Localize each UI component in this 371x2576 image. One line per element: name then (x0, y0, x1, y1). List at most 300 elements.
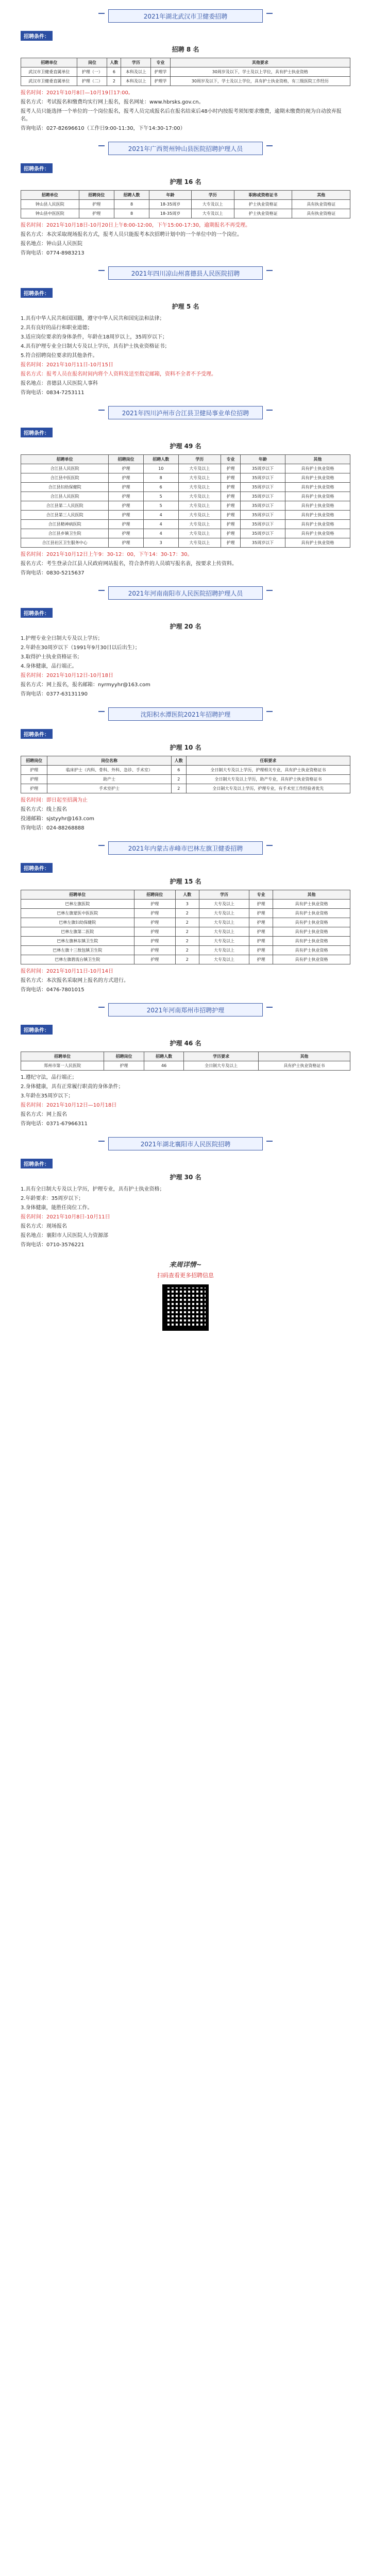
table-cell: 护理 (134, 900, 175, 909)
section-paragraph: 咨询电话：0371-67966311 (21, 1121, 88, 1127)
table-cell: 巴林左旗林东镇卫生院 (21, 937, 134, 946)
section-banner: 2021年内蒙古赤峰市巴林左旗卫健委招聘 (108, 841, 263, 855)
table-cell: 30周岁及以下，学士及以上学位，具有护士执业资格，有三级医院工作经历 (170, 77, 350, 86)
table-cell: 具有执业资格证 (292, 209, 350, 218)
table-cell: 护理 (109, 520, 144, 529)
table-header: 招聘人数 (114, 191, 149, 200)
table-cell: 巴林左旗第二医院 (21, 927, 134, 937)
table-cell: 护理 (134, 937, 175, 946)
table-cell: 2 (175, 946, 199, 955)
table-cell: 郑州市第一人民医院 (21, 1061, 104, 1071)
section-paragraph: 报名方式：本次采取现场报名方式，报考人员只能报考本次招聘计划中的一个单位中的一个岗位。 (21, 232, 242, 238)
table-header: 专业 (249, 890, 273, 900)
table-cell: 具有护士执业资格 (273, 946, 350, 955)
table-cell: 护理学 (151, 67, 170, 77)
page-root (0, 9, 371, 1331)
section-paragraph: 5.符合招聘岗位要求的其他条件。 (21, 353, 98, 359)
section-paragraph: 2.身体健康，具有正常履行职责的身体条件； (21, 1084, 124, 1090)
table-header: 人数 (107, 58, 121, 67)
table-header: 岗位 (77, 58, 107, 67)
section-paragraph: 报名方式：网上报名 (21, 1112, 67, 1117)
table-header: 其他 (292, 191, 350, 200)
table-cell: 护理 (109, 473, 144, 483)
table-header: 招聘岗位 (79, 191, 114, 200)
table-cell: 武汉市卫健委直属单位 (21, 67, 77, 77)
section-paragraph: 1.护理专业全日制大专及以上学历； (21, 636, 103, 641)
table-cell: 本科及以上 (121, 67, 151, 77)
table-cell: 5 (143, 501, 178, 511)
table-cell: 具有护士执业资格 (273, 937, 350, 946)
table-cell: 护士执业资格证 (234, 209, 292, 218)
section-paragraph: 2.年龄要求：35周岁以下； (21, 1196, 84, 1201)
table-row (21, 501, 350, 511)
table-header: 其他 (285, 455, 350, 464)
page-footer (21, 1259, 350, 1331)
table-row (21, 67, 350, 77)
table-row (21, 520, 350, 529)
table-cell: 护理 (249, 955, 273, 964)
table-row (21, 209, 350, 218)
recruit-table (21, 190, 350, 218)
table-cell: 护理 (249, 946, 273, 955)
table-cell: 合江县乡镇卫生院 (21, 529, 109, 538)
table-cell: 大专及以上 (178, 538, 221, 548)
table-cell: 大专及以上 (178, 464, 221, 473)
table-header: 岗位名称 (47, 756, 171, 766)
table-cell: 3 (143, 538, 178, 548)
section-paragraph: 咨询电话：0476-7801015 (21, 987, 85, 993)
section-paragraph: 报名时间：2021年10月18日-10月20日上午8:00-12:00，下午15:00-17:30，逾期报名不再受理。 (21, 223, 251, 228)
section-label: 招聘条件： (21, 608, 53, 618)
table-row (21, 1061, 350, 1071)
table-cell: 护理 (249, 918, 273, 927)
table-cell: 全日制大专及以上学历，护理专业，有手术室工作经验者优先 (186, 784, 350, 793)
job-section (21, 586, 350, 698)
section-paragraph: 3.身体健康，能胜任岗位工作。 (21, 1205, 93, 1211)
table-cell: 巴林左旗妇幼保健院 (21, 918, 134, 927)
table-cell: 2 (171, 775, 186, 784)
table-header: 招聘单位 (21, 455, 109, 464)
table-cell: 大专及以上 (178, 483, 221, 492)
table-cell: 巴林左旗十三敖包镇卫生院 (21, 946, 134, 955)
table-cell: 大专及以上 (178, 492, 221, 501)
table-row (21, 529, 350, 538)
table-cell: 35周岁以下 (241, 538, 285, 548)
scan-hint-text: 扫码查看更多招聘信息 (157, 1272, 214, 1279)
table-header: 招聘单位 (21, 1052, 104, 1061)
table-cell: 具有护士执业资格 (285, 529, 350, 538)
table-header: 招聘岗位 (104, 1052, 144, 1061)
table-cell: 合江县第三人民医院 (21, 511, 109, 520)
section-paragraph: 3.取得护士执业资格证书； (21, 654, 82, 660)
table-cell: 护理 (221, 492, 240, 501)
job-section (21, 406, 350, 577)
section-headline: 护理 20 名 (170, 623, 201, 630)
table-cell: 具有护士执业资格 (273, 900, 350, 909)
table-cell: 护理 (221, 538, 240, 548)
section-headline: 护理 15 名 (170, 878, 201, 885)
table-cell: 钟山县中医医院 (21, 209, 79, 218)
table-cell: 30周岁及以下，学士及以上学位，具有护士执业资格 (170, 67, 350, 77)
table-cell: 护理 (249, 937, 273, 946)
table-row (21, 538, 350, 548)
table-row (21, 766, 350, 775)
section-paragraph: 报名时间：2021年10月8日—10月19日17:00。 (21, 90, 133, 96)
section-paragraph: 1.具有中华人民共和国国籍，遵守中华人民共和国宪法和法律； (21, 316, 165, 321)
section-paragraph: 报名方式：网上报名，报名邮箱：nyrmyyhr@163.com (21, 682, 150, 688)
table-cell: 5 (143, 492, 178, 501)
table-cell: 护理 (21, 775, 47, 784)
table-cell: 护理 (134, 927, 175, 937)
section-paragraph: 2.具有良好的品行和职业道德； (21, 325, 93, 331)
table-cell: 2 (175, 909, 199, 918)
table-cell: 35周岁以下 (241, 464, 285, 473)
table-cell: 8 (114, 200, 149, 209)
table-cell: 8 (143, 473, 178, 483)
job-section (21, 142, 350, 257)
table-cell: 护理（二） (77, 77, 107, 86)
section-paragraph: 报名方式：报考人员在报名时间内将个人资料发送至指定邮箱，资料不全者不予受理。 (21, 371, 216, 377)
section-paragraph: 咨询电话：0834-7253111 (21, 390, 85, 396)
table-header: 专业 (221, 455, 240, 464)
table-cell: 具有护士执业资格 (285, 501, 350, 511)
table-header: 人数 (175, 890, 199, 900)
table-cell: 护理学 (151, 77, 170, 86)
section-label: 招聘条件： (21, 863, 53, 873)
table-row (21, 946, 350, 955)
section-banner: 2021年湖北襄阳市人民医院招聘 (108, 1137, 263, 1150)
section-banner: 2021年四川泸州市合江县卫健局事业单位招聘 (108, 406, 263, 419)
table-cell: 18-35周岁 (149, 209, 192, 218)
section-banner: 2021年湖北武汉市卫健委招聘 (108, 9, 263, 23)
table-row (21, 77, 350, 86)
table-cell: 护理 (134, 918, 175, 927)
table-cell: 具有护士执业资格 (273, 909, 350, 918)
table-cell: 6 (143, 483, 178, 492)
table-cell: 护理 (221, 483, 240, 492)
table-row (21, 473, 350, 483)
section-banner: 2021年广西贺州钟山县医院招聘护理人员 (108, 142, 263, 155)
table-cell: 35周岁以下 (241, 520, 285, 529)
section-paragraph: 报名时间：2021年10月11日-10月15日 (21, 362, 113, 368)
table-cell: 护理 (109, 529, 144, 538)
table-cell: 2 (171, 784, 186, 793)
section-paragraph: 报名地点：喜德县人民医院人事科 (21, 381, 98, 386)
recruit-table (21, 1052, 350, 1071)
table-cell: 巴林左旗碧流台镇卫生院 (21, 955, 134, 964)
table-cell: 大专及以上 (199, 946, 249, 955)
recruit-table (21, 890, 350, 964)
table-cell: 合江县精神病医院 (21, 520, 109, 529)
table-cell: 护理 (79, 200, 114, 209)
table-cell: 护理 (249, 900, 273, 909)
table-cell: 6 (107, 67, 121, 77)
table-cell: 4 (143, 511, 178, 520)
section-paragraph: 3.年龄在35周岁以下； (21, 1093, 74, 1099)
table-cell: 具有执业资格证 (292, 200, 350, 209)
table-cell: 2 (107, 77, 121, 86)
table-header: 招聘单位 (21, 191, 79, 200)
section-headline: 招聘 8 名 (172, 46, 199, 53)
section-banner: 沈阳积水潭医院2021年招聘护理 (108, 707, 263, 721)
table-cell: 护理 (134, 909, 175, 918)
table-header: 招聘单位 (21, 58, 77, 67)
table-cell: 手术室护士 (47, 784, 171, 793)
section-label: 招聘条件： (21, 31, 53, 41)
table-cell: 35周岁以下 (241, 492, 285, 501)
table-cell: 具有护士执业资格证书 (258, 1061, 350, 1071)
section-paragraph: 咨询电话：0377-63131190 (21, 691, 88, 697)
table-cell: 大专及以上 (199, 900, 249, 909)
table-cell: 具有护士执业资格 (285, 483, 350, 492)
recruit-table (21, 454, 350, 548)
table-cell: 护理 (221, 473, 240, 483)
table-cell: 护理 (109, 492, 144, 501)
qr-code-icon[interactable] (162, 1284, 209, 1331)
table-header: 学历要求 (184, 1052, 259, 1061)
table-row (21, 200, 350, 209)
table-cell: 大专及以上 (199, 955, 249, 964)
table-cell: 合江县中医医院 (21, 473, 109, 483)
table-cell: 护理 (109, 511, 144, 520)
table-cell: 35周岁以下 (241, 501, 285, 511)
table-row (21, 927, 350, 937)
section-paragraph: 报考人员只能选择一个单位的一个岗位报名，报考人员完成报名后在报名结束后48小时内按报考须知要求缴费，逾期未缴费的视为自动放弃报名。 (21, 109, 342, 122)
table-cell: 钟山县人民医院 (21, 200, 79, 209)
table-cell: 护理 (221, 511, 240, 520)
table-cell: 全日制大专及以上学历，护理相关专业，具有护士执业资格证书 (186, 766, 350, 775)
job-section (21, 841, 350, 994)
section-headline: 护理 30 名 (170, 1174, 201, 1181)
table-cell: 具有护士执业资格 (273, 927, 350, 937)
job-section (21, 707, 350, 832)
table-cell: 护理 (21, 766, 47, 775)
table-cell: 全日制大专及以上学历，助产专业，具有护士执业资格证书 (186, 775, 350, 784)
table-cell: 2 (175, 918, 199, 927)
table-cell: 护理 (109, 464, 144, 473)
table-header: 学历 (121, 58, 151, 67)
table-cell: 护理 (221, 520, 240, 529)
table-header: 其他 (258, 1052, 350, 1061)
section-paragraph: 咨询电话：027-82696610（工作日9:00-11:30，下午14:30-17:00） (21, 126, 185, 131)
table-cell: 35周岁以下 (241, 473, 285, 483)
table-header: 招聘单位 (21, 890, 134, 900)
table-cell: 6 (171, 766, 186, 775)
section-label: 招聘条件： (21, 1159, 53, 1168)
table-cell: 4 (143, 529, 178, 538)
section-label: 招聘条件： (21, 428, 53, 437)
section-banner: 2021年河南郑州市招聘护理 (108, 1003, 263, 1016)
table-cell: 护理 (249, 909, 273, 918)
table-cell: 4 (143, 520, 178, 529)
section-paragraph: 报名地点：襄阳市人民医院人力资源部 (21, 1233, 108, 1239)
table-cell: 大专及以上 (178, 501, 221, 511)
table-cell: 大专及以上 (178, 529, 221, 538)
table-cell: 武汉市卫健委直属单位 (21, 77, 77, 86)
table-header: 招聘岗位 (21, 756, 47, 766)
section-paragraph: 报名方式：线上报名 (21, 807, 67, 812)
job-section (21, 1003, 350, 1128)
table-row (21, 464, 350, 473)
table-header: 年龄 (241, 455, 285, 464)
section-paragraph: 报名时间：2021年10月12日—10月18日 (21, 1103, 117, 1108)
table-cell: 护士执业资格证 (234, 200, 292, 209)
table-header: 招聘人数 (144, 1052, 184, 1061)
job-section (21, 9, 350, 132)
table-cell: 合江县人民医院 (21, 492, 109, 501)
section-paragraph: 1.具有全日制大专及以上学历，护理专业，具有护士执业资格； (21, 1187, 165, 1192)
table-cell: 本科及以上 (121, 77, 151, 86)
table-row (21, 483, 350, 492)
table-cell: 大专及以上 (199, 927, 249, 937)
table-row (21, 775, 350, 784)
section-headline: 护理 49 名 (170, 443, 201, 450)
table-cell: 3 (175, 900, 199, 909)
table-cell: 大专及以上 (191, 200, 234, 209)
table-header: 招聘岗位 (134, 890, 175, 900)
table-cell: 护理 (249, 927, 273, 937)
table-row (21, 955, 350, 964)
recruit-table (21, 756, 350, 793)
table-cell: 10 (143, 464, 178, 473)
table-cell: 2 (175, 937, 199, 946)
section-paragraph: 报名时间：即日起至招满为止 (21, 798, 88, 803)
table-cell: 护理 (104, 1061, 144, 1071)
section-headline: 护理 5 名 (172, 303, 199, 310)
section-paragraph: 报名方式：现场报名 (21, 1224, 67, 1229)
table-cell: 具有护士执业资格 (273, 955, 350, 964)
section-headline: 护理 46 名 (170, 1040, 201, 1047)
recruit-table (21, 58, 350, 86)
table-cell: 具有护士执业资格 (285, 520, 350, 529)
table-row (21, 909, 350, 918)
table-cell: 护理 (109, 483, 144, 492)
section-paragraph: 2.年龄在30周岁以下（1991年9月30日以后出生）； (21, 645, 140, 651)
section-label: 招聘条件： (21, 729, 53, 739)
table-row (21, 492, 350, 501)
table-cell: 大专及以上 (191, 209, 234, 218)
table-cell: 护理 (221, 529, 240, 538)
section-headline: 护理 10 名 (170, 744, 201, 751)
table-header: 学历 (191, 191, 234, 200)
table-row (21, 900, 350, 909)
job-section (21, 266, 350, 397)
table-cell: 2 (175, 955, 199, 964)
table-cell: 大专及以上 (199, 909, 249, 918)
section-paragraph: 4.具有护理专业全日制大专及以上学历，具有护士执业资格证书； (21, 344, 170, 349)
table-header: 专业 (151, 58, 170, 67)
section-paragraph: 报名时间：2021年10月12日-10月18日 (21, 673, 113, 679)
table-header: 招聘岗位 (109, 455, 144, 464)
table-cell: 具有护士执业资格 (285, 473, 350, 483)
section-paragraph: 报名时间：2021年10月11日-10月14日 (21, 969, 113, 974)
section-paragraph: 报名方式：考生登录合江县人民政府网站报名，符合条件的人员填写报名表，按要求上传资料。 (21, 561, 237, 567)
table-header: 任职要求 (186, 756, 350, 766)
section-paragraph: 报名时间：2021年10月8日-10月11日 (21, 1214, 110, 1220)
table-cell: 具有护士执业资格 (285, 511, 350, 520)
section-paragraph: 报名时间：2021年10月12日上午9：30-12：00，下午14：30-17：30。 (21, 552, 193, 557)
table-header: 职称或资格证书 (234, 191, 292, 200)
table-cell: 护理 (21, 784, 47, 793)
table-row (21, 918, 350, 927)
section-banner: 2021年四川凉山州喜德县人民医院招聘 (108, 266, 263, 280)
section-paragraph: 咨询电话：024-88268888 (21, 825, 85, 831)
table-cell: 46 (144, 1061, 184, 1071)
section-label: 招聘条件： (21, 1025, 53, 1035)
table-cell: 合江县人民医院 (21, 464, 109, 473)
table-row (21, 511, 350, 520)
table-cell: 合江县社区卫生服务中心 (21, 538, 109, 548)
job-section (21, 1137, 350, 1249)
section-paragraph: 3.适应岗位要求的身体条件，年龄在18周岁以上，35周岁以下； (21, 334, 167, 340)
table-cell: 大专及以上 (199, 937, 249, 946)
table-header: 学历 (199, 890, 249, 900)
section-paragraph: 咨询电话：0710-3576221 (21, 1242, 85, 1248)
table-cell: 具有护士执业资格 (285, 492, 350, 501)
table-cell: 护理 (134, 955, 175, 964)
table-cell: 18-35周岁 (149, 200, 192, 209)
table-cell: 35周岁以下 (241, 511, 285, 520)
section-label: 招聘条件： (21, 163, 53, 173)
section-paragraph: 4.身体健康，品行端正。 (21, 664, 77, 669)
table-header: 其他要求 (170, 58, 350, 67)
table-cell: 护理 (109, 538, 144, 548)
table-cell: 大专及以上 (199, 918, 249, 927)
table-cell: 临床护士（内科、骨科、外科、急诊、手术室） (47, 766, 171, 775)
table-cell: 护理（一） (77, 67, 107, 77)
table-cell: 2 (175, 927, 199, 937)
table-header: 年龄 (149, 191, 192, 200)
table-header: 学历 (178, 455, 221, 464)
table-row (21, 784, 350, 793)
section-paragraph: 咨询电话：0774-8983213 (21, 250, 85, 256)
table-cell: 巴林左旗蒙医中医医院 (21, 909, 134, 918)
table-cell: 全日制大专及以上 (184, 1061, 259, 1071)
table-cell: 具有护士执业资格 (285, 538, 350, 548)
table-cell: 护理 (134, 946, 175, 955)
table-cell: 具有护士执业资格 (285, 464, 350, 473)
table-row (21, 937, 350, 946)
table-cell: 巴林左旗医院 (21, 900, 134, 909)
section-paragraph: 投递邮箱：sjstyyhr@163.com (21, 816, 95, 822)
section-label: 招聘条件： (21, 288, 53, 298)
section-banner: 2021年河南南阳市人民医院招聘护理人员 (108, 586, 263, 600)
table-cell: 护理 (221, 464, 240, 473)
table-cell: 具有护士执业资格 (273, 918, 350, 927)
section-headline: 护理 16 名 (170, 178, 201, 185)
section-paragraph: 报名方式：考试报名和缴费均实行网上报名，报名网址：www.hbrsks.gov.cn。 (21, 99, 204, 105)
table-cell: 35周岁以下 (241, 483, 285, 492)
table-header: 其他 (273, 890, 350, 900)
more-details-text: 来周详情~ (169, 1261, 202, 1269)
table-cell: 护理 (109, 501, 144, 511)
section-paragraph: 1.遵纪守法，品行端正； (21, 1075, 77, 1080)
table-header: 招聘人数 (143, 455, 178, 464)
table-cell: 助产士 (47, 775, 171, 784)
table-cell: 护理 (79, 209, 114, 218)
table-cell: 合江县第二人民医院 (21, 501, 109, 511)
section-paragraph: 报名方式：本次报名采取网上报名的方式进行。 (21, 978, 129, 984)
table-cell: 8 (114, 209, 149, 218)
section-paragraph: 报名地点：钟山县人民医院 (21, 241, 82, 247)
table-cell: 大专及以上 (178, 520, 221, 529)
table-cell: 合江县妇幼保健院 (21, 483, 109, 492)
section-paragraph: 咨询电话：0830-5215637 (21, 570, 85, 576)
table-header: 人数 (171, 756, 186, 766)
table-cell: 大专及以上 (178, 473, 221, 483)
table-cell: 35周岁以下 (241, 529, 285, 538)
table-cell: 护理 (221, 501, 240, 511)
